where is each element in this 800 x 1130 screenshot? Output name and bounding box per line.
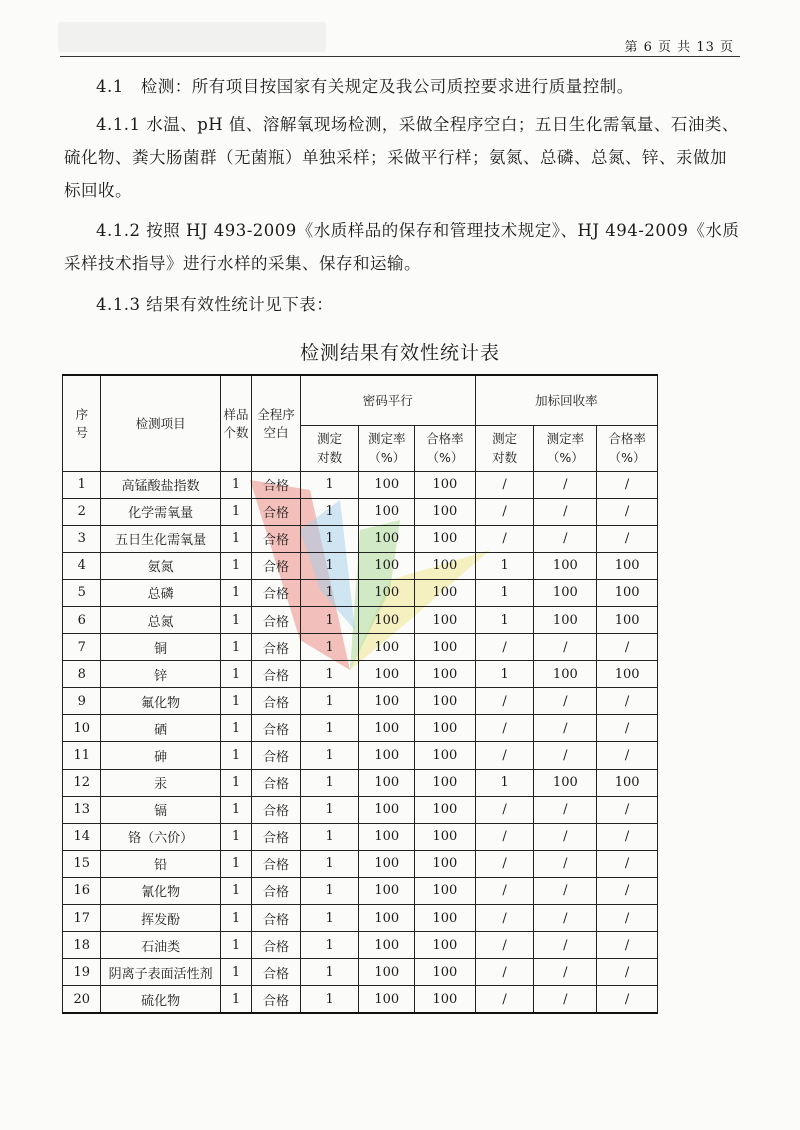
cell-spike-rate: 100	[534, 606, 597, 633]
cell-spike-pairs: 1	[475, 552, 534, 579]
table-row	[63, 850, 658, 877]
cell-spike-rate: /	[534, 715, 597, 742]
cell-parallel-pairs: 1	[300, 498, 359, 525]
cell-parallel-rate: 100	[359, 742, 415, 769]
cell-spike-pass-rate: /	[597, 905, 658, 932]
cell-item: 铅	[101, 850, 220, 877]
cell-spike-pass-rate: /	[597, 742, 658, 769]
cell-spike-pairs: 1	[475, 661, 534, 688]
cell-parallel-pairs: 1	[300, 552, 359, 579]
table-row	[63, 606, 658, 633]
cell-parallel-rate: 100	[359, 715, 415, 742]
cell-spike-rate: /	[534, 823, 597, 850]
cell-parallel-pass-rate: 100	[415, 905, 476, 932]
header-parallel-pairs-label: 测定 对数	[317, 431, 343, 465]
table-row	[63, 579, 658, 606]
cell-seq: 18	[63, 932, 101, 959]
cell-spike-rate: /	[534, 986, 597, 1013]
header-parallel-pass-rate-label: 合格率 （%）	[426, 431, 464, 465]
cell-parallel-pairs: 1	[300, 606, 359, 633]
cell-sample-count: 1	[220, 796, 251, 823]
cell-item: 总氮	[101, 606, 220, 633]
cell-item: 铜	[101, 634, 220, 661]
cell-parallel-pairs: 1	[300, 986, 359, 1013]
cell-parallel-pass-rate: 100	[415, 552, 476, 579]
cell-spike-rate: /	[534, 471, 597, 498]
cell-sample-count: 1	[220, 498, 251, 525]
cell-spike-rate: /	[534, 850, 597, 877]
cell-spike-pass-rate: /	[597, 471, 658, 498]
cell-item: 阴离子表面活性剂	[101, 959, 220, 986]
cell-parallel-pairs: 1	[300, 905, 359, 932]
cell-sample-count: 1	[220, 850, 251, 877]
cell-parallel-pairs: 1	[300, 850, 359, 877]
header-sample-count-label: 样品 个数	[223, 407, 249, 441]
cell-spike-pairs: /	[475, 850, 534, 877]
qc-statistics-table	[62, 374, 658, 1014]
cell-parallel-rate: 100	[359, 579, 415, 606]
cell-parallel-rate: 100	[359, 525, 415, 552]
cell-parallel-pass-rate: 100	[415, 688, 476, 715]
cell-sample-count: 1	[220, 525, 251, 552]
cell-spike-pairs: /	[475, 905, 534, 932]
header-blank-label: 全程序 空白	[257, 407, 295, 441]
cell-spike-pairs: 1	[475, 606, 534, 633]
cell-parallel-pairs: 1	[300, 796, 359, 823]
cell-parallel-rate: 100	[359, 850, 415, 877]
cell-seq: 7	[63, 634, 101, 661]
cell-blank: 合格	[252, 661, 301, 688]
cell-spike-pass-rate: /	[597, 688, 658, 715]
cell-blank: 合格	[252, 471, 301, 498]
cell-parallel-pass-rate: 100	[415, 579, 476, 606]
cell-parallel-pairs: 1	[300, 823, 359, 850]
cell-parallel-pairs: 1	[300, 661, 359, 688]
cell-sample-count: 1	[220, 823, 251, 850]
cell-parallel-pass-rate: 100	[415, 606, 476, 633]
table-row	[63, 796, 658, 823]
header-parallel-rate-label: 测定率 （%）	[368, 431, 406, 465]
cell-spike-rate: /	[534, 688, 597, 715]
table-row	[63, 525, 658, 552]
cell-parallel-pass-rate: 100	[415, 823, 476, 850]
cell-seq: 12	[63, 769, 101, 796]
cell-parallel-rate: 100	[359, 823, 415, 850]
cell-parallel-rate: 100	[359, 634, 415, 661]
cell-seq: 6	[63, 606, 101, 633]
cell-spike-pairs: /	[475, 634, 534, 661]
cell-seq: 15	[63, 850, 101, 877]
redacted-header-logo	[58, 22, 326, 52]
cell-parallel-pairs: 1	[300, 769, 359, 796]
cell-spike-rate: /	[534, 742, 597, 769]
header-spike-pairs	[475, 425, 534, 471]
cell-item: 总磷	[101, 579, 220, 606]
cell-parallel-pass-rate: 100	[415, 525, 476, 552]
cell-item: 石油类	[101, 932, 220, 959]
cell-spike-rate: 100	[534, 769, 597, 796]
cell-sample-count: 1	[220, 742, 251, 769]
cell-item: 硫化物	[101, 986, 220, 1013]
cell-parallel-rate: 100	[359, 877, 415, 904]
paragraph-4-1-1: 4.1.1 水温、pH 值、溶解氧现场检测，采做全程序空白；五日生化需氧量、石油类、硫化物、粪大肠菌群（无菌瓶）单独采样；采做平行样；氨氮、总磷、总氮、锌、汞做加标回收。	[64, 115, 739, 200]
cell-spike-pass-rate: 100	[597, 606, 658, 633]
cell-blank: 合格	[252, 715, 301, 742]
cell-sample-count: 1	[220, 634, 251, 661]
cell-spike-pairs: 1	[475, 579, 534, 606]
cell-parallel-pairs: 1	[300, 742, 359, 769]
cell-blank: 合格	[252, 498, 301, 525]
cell-spike-pass-rate: 100	[597, 552, 658, 579]
cell-parallel-pass-rate: 100	[415, 634, 476, 661]
header-spike-pairs-label: 测定 对数	[492, 431, 518, 465]
cell-spike-pairs: /	[475, 823, 534, 850]
cell-parallel-rate: 100	[359, 661, 415, 688]
cell-parallel-pairs: 1	[300, 579, 359, 606]
cell-parallel-pass-rate: 100	[415, 877, 476, 904]
cell-seq: 13	[63, 796, 101, 823]
cell-parallel-rate: 100	[359, 796, 415, 823]
cell-parallel-rate: 100	[359, 986, 415, 1013]
cell-spike-pass-rate: /	[597, 634, 658, 661]
cell-sample-count: 1	[220, 661, 251, 688]
cell-sample-count: 1	[220, 986, 251, 1013]
cell-sample-count: 1	[220, 769, 251, 796]
cell-spike-pairs: /	[475, 932, 534, 959]
cell-spike-pass-rate: /	[597, 932, 658, 959]
paragraph-4-1-3: 4.1.3 结果有效性统计见下表：	[96, 295, 334, 314]
header-parallel-pairs	[300, 425, 359, 471]
header-divider	[60, 56, 740, 57]
cell-spike-pass-rate: 100	[597, 579, 658, 606]
cell-parallel-pass-rate: 100	[415, 498, 476, 525]
cell-seq: 9	[63, 688, 101, 715]
cell-spike-pairs: /	[475, 877, 534, 904]
cell-spike-rate: /	[534, 634, 597, 661]
cell-spike-rate: /	[534, 525, 597, 552]
cell-item: 化学需氧量	[101, 498, 220, 525]
table-title: 检测结果有效性统计表	[299, 342, 500, 364]
table-row	[63, 932, 658, 959]
cell-seq: 8	[63, 661, 101, 688]
cell-item: 镉	[101, 796, 220, 823]
cell-sample-count: 1	[220, 715, 251, 742]
cell-sample-count: 1	[220, 579, 251, 606]
cell-parallel-rate: 100	[359, 498, 415, 525]
cell-parallel-pairs: 1	[300, 634, 359, 661]
cell-spike-pairs: /	[475, 742, 534, 769]
paragraph-4-1-2: 4.1.2 按照 HJ 493-2009《水质样品的保存和管理技术规定》、HJ 494-2009《水质采样技术指导》进行水样的采集、保存和运输。	[64, 221, 740, 273]
header-spike-group: 加标回收率	[475, 375, 657, 425]
cell-spike-pairs: /	[475, 525, 534, 552]
table-row	[63, 471, 658, 498]
cell-spike-pass-rate: /	[597, 850, 658, 877]
header-sample-count	[220, 375, 251, 471]
cell-item: 汞	[101, 769, 220, 796]
cell-item: 五日生化需氧量	[101, 525, 220, 552]
cell-blank: 合格	[252, 634, 301, 661]
table-row	[63, 661, 658, 688]
cell-seq: 16	[63, 877, 101, 904]
cell-parallel-rate: 100	[359, 932, 415, 959]
cell-seq: 2	[63, 498, 101, 525]
cell-spike-pairs: /	[475, 959, 534, 986]
cell-spike-rate: /	[534, 498, 597, 525]
header-spike-pass-rate-label: 合格率 （%）	[608, 431, 646, 465]
table-body	[63, 471, 658, 1013]
header-spike-pass-rate	[597, 425, 658, 471]
cell-spike-rate: /	[534, 877, 597, 904]
cell-blank: 合格	[252, 688, 301, 715]
cell-seq: 17	[63, 905, 101, 932]
cell-sample-count: 1	[220, 932, 251, 959]
cell-spike-rate: /	[534, 959, 597, 986]
cell-spike-pairs: /	[475, 688, 534, 715]
cell-parallel-pass-rate: 100	[415, 715, 476, 742]
cell-seq: 1	[63, 471, 101, 498]
cell-spike-pass-rate: 100	[597, 661, 658, 688]
cell-spike-rate: /	[534, 796, 597, 823]
cell-seq: 19	[63, 959, 101, 986]
cell-spike-pairs: /	[475, 498, 534, 525]
cell-blank: 合格	[252, 742, 301, 769]
header-item: 检测项目	[101, 375, 220, 471]
cell-parallel-pass-rate: 100	[415, 742, 476, 769]
cell-parallel-rate: 100	[359, 606, 415, 633]
cell-seq: 5	[63, 579, 101, 606]
table-row	[63, 498, 658, 525]
cell-parallel-pairs: 1	[300, 471, 359, 498]
cell-parallel-rate: 100	[359, 905, 415, 932]
cell-parallel-pass-rate: 100	[415, 661, 476, 688]
cell-parallel-rate: 100	[359, 688, 415, 715]
table-row	[63, 688, 658, 715]
table-row	[63, 769, 658, 796]
header-parallel-rate	[359, 425, 415, 471]
cell-spike-rate: 100	[534, 579, 597, 606]
cell-parallel-pairs: 1	[300, 959, 359, 986]
cell-seq: 4	[63, 552, 101, 579]
cell-parallel-rate: 100	[359, 769, 415, 796]
cell-item: 氨氮	[101, 552, 220, 579]
cell-blank: 合格	[252, 769, 301, 796]
cell-blank: 合格	[252, 986, 301, 1013]
header-blank	[252, 375, 301, 471]
cell-blank: 合格	[252, 525, 301, 552]
cell-parallel-rate: 100	[359, 471, 415, 498]
cell-parallel-pass-rate: 100	[415, 850, 476, 877]
cell-parallel-pass-rate: 100	[415, 796, 476, 823]
cell-item: 硒	[101, 715, 220, 742]
cell-parallel-pairs: 1	[300, 525, 359, 552]
cell-blank: 合格	[252, 823, 301, 850]
cell-sample-count: 1	[220, 606, 251, 633]
cell-item: 铬（六价）	[101, 823, 220, 850]
cell-spike-pass-rate: /	[597, 877, 658, 904]
cell-seq: 10	[63, 715, 101, 742]
cell-blank: 合格	[252, 796, 301, 823]
cell-item: 锌	[101, 661, 220, 688]
cell-blank: 合格	[252, 850, 301, 877]
cell-blank: 合格	[252, 552, 301, 579]
paragraph-4-1: 4.1 检测：所有项目按国家有关规定及我公司质控要求进行质量控制。	[96, 77, 634, 96]
cell-spike-rate: /	[534, 932, 597, 959]
cell-spike-pass-rate: /	[597, 959, 658, 986]
table-row	[63, 742, 658, 769]
cell-seq: 3	[63, 525, 101, 552]
cell-blank: 合格	[252, 579, 301, 606]
cell-spike-pass-rate: /	[597, 498, 658, 525]
header-parallel-pass-rate	[415, 425, 476, 471]
table-row	[63, 986, 658, 1013]
table-row	[63, 959, 658, 986]
cell-blank: 合格	[252, 905, 301, 932]
cell-item: 挥发酚	[101, 905, 220, 932]
cell-spike-pass-rate: /	[597, 525, 658, 552]
cell-sample-count: 1	[220, 959, 251, 986]
cell-blank: 合格	[252, 877, 301, 904]
cell-blank: 合格	[252, 959, 301, 986]
cell-spike-pairs: /	[475, 471, 534, 498]
header-seq	[63, 375, 101, 471]
cell-parallel-pairs: 1	[300, 715, 359, 742]
table-row	[63, 552, 658, 579]
cell-parallel-pairs: 1	[300, 877, 359, 904]
cell-item: 氰化物	[101, 877, 220, 904]
cell-blank: 合格	[252, 606, 301, 633]
header-seq-label: 序 号	[75, 407, 88, 441]
cell-spike-pass-rate: /	[597, 986, 658, 1013]
cell-sample-count: 1	[220, 905, 251, 932]
page-number: 第 6 页 共 13 页	[624, 40, 734, 55]
table-row	[63, 877, 658, 904]
header-spike-rate-label: 测定率 （%）	[546, 431, 585, 465]
header-spike-rate	[534, 425, 597, 471]
cell-parallel-rate: 100	[359, 959, 415, 986]
cell-spike-rate: /	[534, 905, 597, 932]
cell-parallel-pass-rate: 100	[415, 932, 476, 959]
cell-spike-pass-rate: /	[597, 823, 658, 850]
cell-parallel-pairs: 1	[300, 932, 359, 959]
cell-seq: 20	[63, 986, 101, 1013]
cell-item: 砷	[101, 742, 220, 769]
cell-spike-pairs: /	[475, 715, 534, 742]
cell-item: 高锰酸盐指数	[101, 471, 220, 498]
cell-parallel-rate: 100	[359, 552, 415, 579]
table-row	[63, 905, 658, 932]
cell-spike-rate: 100	[534, 661, 597, 688]
cell-sample-count: 1	[220, 471, 251, 498]
cell-spike-pass-rate: 100	[597, 769, 658, 796]
cell-seq: 14	[63, 823, 101, 850]
cell-spike-pairs: 1	[475, 769, 534, 796]
cell-parallel-pass-rate: 100	[415, 986, 476, 1013]
cell-seq: 11	[63, 742, 101, 769]
cell-spike-pass-rate: /	[597, 796, 658, 823]
cell-spike-pass-rate: /	[597, 715, 658, 742]
cell-item: 氟化物	[101, 688, 220, 715]
cell-spike-rate: 100	[534, 552, 597, 579]
cell-parallel-pass-rate: 100	[415, 959, 476, 986]
table-row	[63, 715, 658, 742]
cell-blank: 合格	[252, 932, 301, 959]
cell-parallel-pass-rate: 100	[415, 471, 476, 498]
cell-spike-pairs: /	[475, 986, 534, 1013]
cell-sample-count: 1	[220, 552, 251, 579]
cell-parallel-pairs: 1	[300, 688, 359, 715]
cell-spike-pairs: /	[475, 796, 534, 823]
table-row	[63, 634, 658, 661]
cell-parallel-pass-rate: 100	[415, 769, 476, 796]
table-row	[63, 823, 658, 850]
header-parallel-group: 密码平行	[300, 375, 475, 425]
cell-sample-count: 1	[220, 688, 251, 715]
cell-sample-count: 1	[220, 877, 251, 904]
